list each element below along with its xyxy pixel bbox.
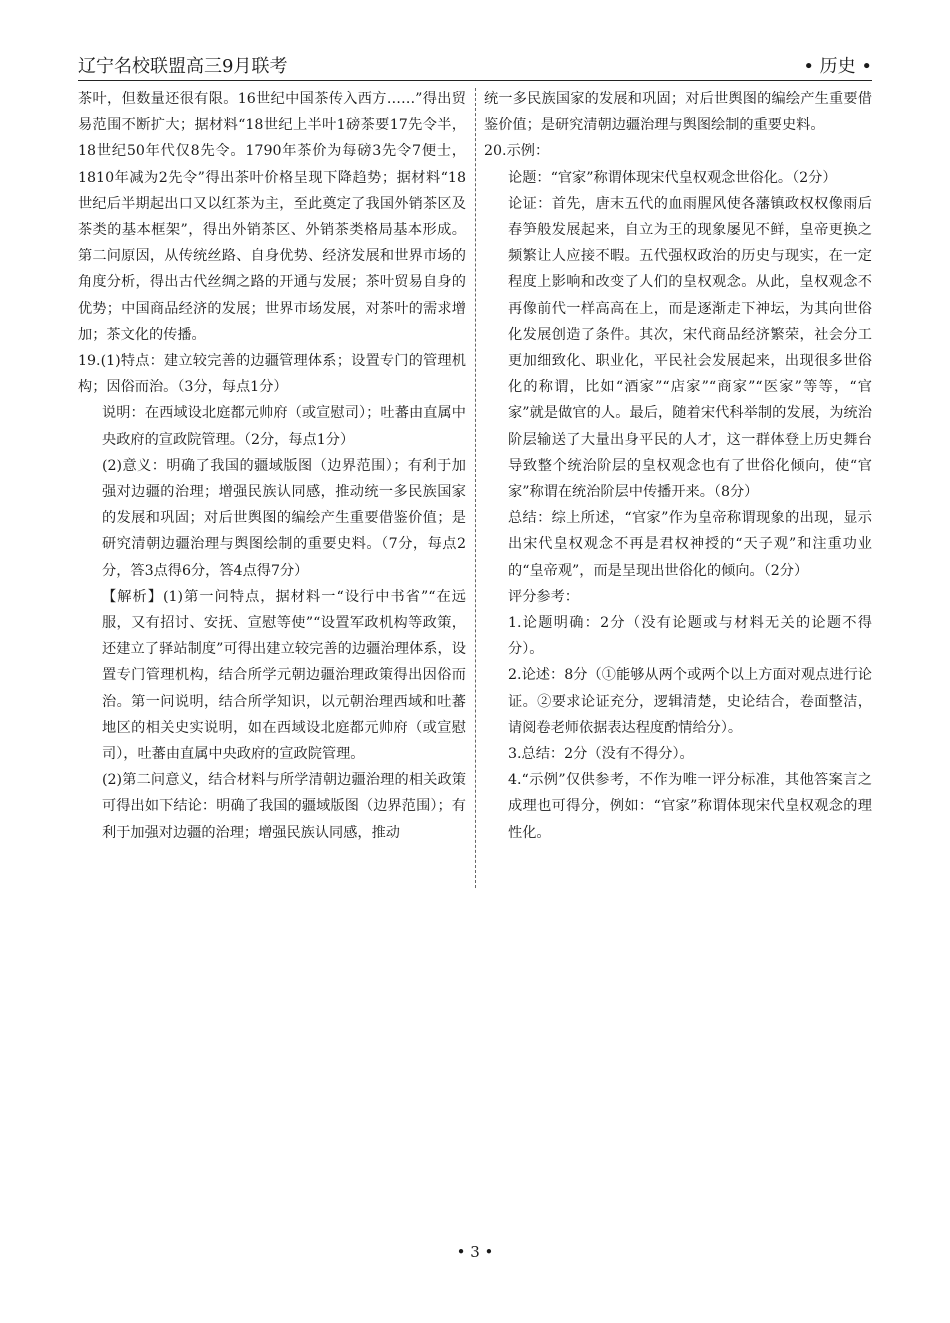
paragraph: 评分参考： [508, 588, 579, 605]
paragraph: 统一多民族国家的发展和巩固；对后世舆图的编绘产生重要借鉴价值；是研究清朝边疆治理与舆图绘制的重要史料。 [484, 91, 872, 134]
paragraph: 1.论题明确：2分（没有论题或与材料无关的论题不得分）。 [508, 615, 872, 658]
column-divider [475, 88, 476, 888]
paragraph: 茶叶，但数量还很有限。16世纪中国茶传入西方……”得出贸易范围不断扩大；据材料“18世纪上半叶1磅茶要17先令半，18世纪50年代仅8先令。1790年茶价为每磅3先令7便士，1810年减为2先令”得出茶叶价格呈现下降趋势；据材料“18世纪后半期起出口又以红茶为主，至此奠定了我国外销茶区及茶类的基本框架”，得出外销茶区、外销茶类格局基本形成。第二问原因，从传统丝路、自身优势、经济发展和世界市场的角度分析，得出古代丝绸之路的开通与发展；茶叶贸易自身的优势；中国商品经济的发展；世界市场发展，对茶叶的需求增加；茶文化的传播。 [78, 91, 466, 343]
paragraph: 2.论述：8分（①能够从两个或两个以上方面对观点进行论证。②要求论证充分，逻辑清楚，史论结合，卷面整洁，请阅卷老师依据表达程度酌情给分）。 [508, 667, 872, 736]
header-rule [78, 80, 872, 81]
paragraph: 20.示例： [484, 143, 550, 160]
paragraph: 论证：首先，唐末五代的血雨腥风使各藩镇政权权像雨后春笋般发展起来，自立为王的现象屡见不鲜，皇帝更换之频繁让人应接不暇。五代强权政治的历史与现实，在一定程度上影响和改变了人们的皇权观念。从此，皇权观念不再像前代一样高高在上，而是逐渐走下神坛，为其向世俗化发展创造了条件。其次，宋代商品经济繁荣，社会分工更加细致化、职业化，平民社会发展起来，出现很多世俗化的称谓，比如“酒家”“店家”“商家”“医家”等等，“官家”就是做官的人。最后，随着宋代科举制的发展，为统治阶层输送了大量出身平民的人才，这一群体登上历史舞台导致整个统治阶层的皇权观念也有了世俗化倾向，使“官家”称谓在统治阶层中传播开来。（8分） [508, 195, 872, 501]
subject-label: • 历史 • [803, 56, 872, 77]
paragraph: 3.总结：2分（没有不得分）。 [508, 746, 694, 763]
paragraph: 论题：“官家”称谓体现宋代皇权观念世俗化。（2分） [508, 169, 837, 186]
right-column [484, 86, 872, 846]
paragraph: (2)第二问意义，结合材料与所学清朝边疆治理的相关政策可得出如下结论：明确了我国的疆域版图（边界范围）；有利于加强对边疆的治理；增强民族认同感，推动 [102, 772, 466, 841]
paragraph: 4.“示例”仅供参考，不作为唯一评分标准，其他答案言之成理也可得分，例如：“官家”称谓体现宋代皇权观念的理性化。 [508, 772, 872, 841]
left-column [78, 86, 466, 846]
page-header [78, 52, 872, 78]
paragraph: 总结：综上所述，“官家”作为皇帝称谓现象的出现，显示出宋代皇权观念不再是君权神授的“天子观”和注重功业的“皇帝观”，而是呈现出世俗化的倾向。（2分） [508, 510, 872, 579]
exam-title: 辽宁名校联盟高三9月联考 [78, 56, 288, 77]
page-number: • 3 • [456, 1243, 494, 1261]
paragraph: 【解析】(1)第一问特点，据材料一“设行中书省”“在远服，又有招讨、安抚、宣慰等使”“设置军政机构等政策，还建立了驿站制度”可得出建立较完善的边疆治理体系，设置专门管理机构，结合所学元朝边疆治理政策得出因俗而治。第一问说明，结合所学知识，以元朝治理西域和吐蕃地区的相关史实说明，如在西域设北庭都元帅府（或宣慰司），吐蕃由直属中央政府的宣政院管理。 [102, 588, 466, 763]
paragraph: (2)意义：明确了我国的疆域版图（边界范围）；有利于加强对边疆的治理；增强民族认同感，推动统一多民族国家的发展和巩固；对后世舆图的编绘产生重要借鉴价值；是研究清朝边疆治理与舆图绘制的重要史料。（7分，每点2分，答3点得6分，答4点得7分） [102, 457, 466, 579]
paragraph: 19.(1)特点：建立较完善的边疆管理体系；设置专门的管理机构；因俗而治。（3分，每点1分） [78, 353, 466, 396]
paragraph: 说明：在西域设北庭都元帅府（或宣慰司）；吐蕃由直属中央政府的宣政院管理。（2分，每点1分） [102, 405, 466, 448]
